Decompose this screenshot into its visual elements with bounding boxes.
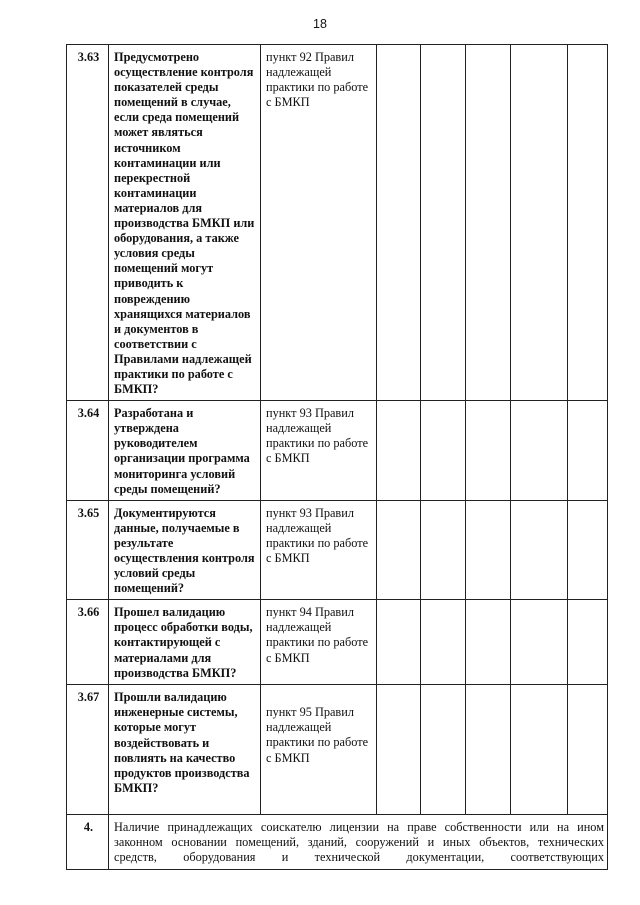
section-number: 4.	[67, 815, 109, 869]
question-cell: Разработана и утверждена руководителем организации программа мониторинга условий среды помещений?	[109, 401, 261, 501]
checklist-table	[66, 44, 608, 870]
note-cell[interactable]	[568, 685, 608, 815]
row-number: 3.63	[67, 45, 109, 401]
document-cell[interactable]	[511, 45, 568, 401]
answer-no-cell[interactable]	[421, 401, 466, 501]
section-row	[67, 815, 608, 869]
row-number: 3.65	[67, 500, 109, 600]
note-cell[interactable]	[568, 401, 608, 501]
question-cell: Прошел валидацию процесс обработки воды, контактирующей с материалами для производства БМКП?	[109, 600, 261, 685]
document-cell[interactable]	[511, 685, 568, 815]
note-cell[interactable]	[568, 45, 608, 401]
reference-cell: пункт 92 Правил надлежащей практики по работе с БМКП	[261, 45, 377, 401]
reference-cell: пункт 94 Правил надлежащей практики по работе с БМКП	[261, 600, 377, 685]
answer-no-cell[interactable]	[421, 45, 466, 401]
table-row	[67, 600, 608, 685]
answer-no-cell[interactable]	[421, 685, 466, 815]
row-number: 3.64	[67, 401, 109, 501]
answer-na-cell[interactable]	[466, 401, 511, 501]
answer-na-cell[interactable]	[466, 685, 511, 815]
answer-yes-cell[interactable]	[377, 600, 421, 685]
answer-na-cell[interactable]	[466, 600, 511, 685]
table-row	[67, 500, 608, 600]
reference-cell: пункт 93 Правил надлежащей практики по работе с БМКП	[261, 500, 377, 600]
answer-na-cell[interactable]	[466, 45, 511, 401]
page-number: 18	[313, 17, 327, 31]
answer-yes-cell[interactable]	[377, 401, 421, 501]
document-cell[interactable]	[511, 401, 568, 501]
table-row	[67, 685, 608, 815]
question-cell: Прошли валидацию инженерные системы, которые могут воздействовать и повлиять на качество продуктов производства БМКП?	[109, 685, 261, 815]
table-row	[67, 45, 608, 401]
note-cell[interactable]	[568, 500, 608, 600]
row-number: 3.66	[67, 600, 109, 685]
answer-yes-cell[interactable]	[377, 45, 421, 401]
reference-cell: пункт 95 Правил надлежащей практики по работе с БМКП	[261, 685, 377, 815]
answer-no-cell[interactable]	[421, 600, 466, 685]
document-cell[interactable]	[511, 500, 568, 600]
row-number: 3.67	[67, 685, 109, 815]
question-cell: Предусмотрено осуществление контроля показателей среды помещений в случае, если среда помещений может являться источником контаминации или перекрестной контаминации материалов для производства БМКП или оборудования, а также условия среды помещений могут приводить к повреждению хранящихся материалов и документов в соответствии с Правилами надлежащей практики по работе с БМКП?	[109, 45, 261, 401]
answer-na-cell[interactable]	[466, 500, 511, 600]
table-row	[67, 401, 608, 501]
answer-yes-cell[interactable]	[377, 500, 421, 600]
section-heading: Наличие принадлежащих соискателю лицензии на праве собственности или на ином законном основании помещений, зданий, сооружений и иных объектов, технических средств, оборудования и технической документации, соответствующих	[109, 815, 608, 869]
answer-no-cell[interactable]	[421, 500, 466, 600]
document-cell[interactable]	[511, 600, 568, 685]
answer-yes-cell[interactable]	[377, 685, 421, 815]
reference-cell: пункт 93 Правил надлежащей практики по работе с БМКП	[261, 401, 377, 501]
note-cell[interactable]	[568, 600, 608, 685]
question-cell: Документируются данные, получаемые в результате осуществления контроля условий среды помещений?	[109, 500, 261, 600]
